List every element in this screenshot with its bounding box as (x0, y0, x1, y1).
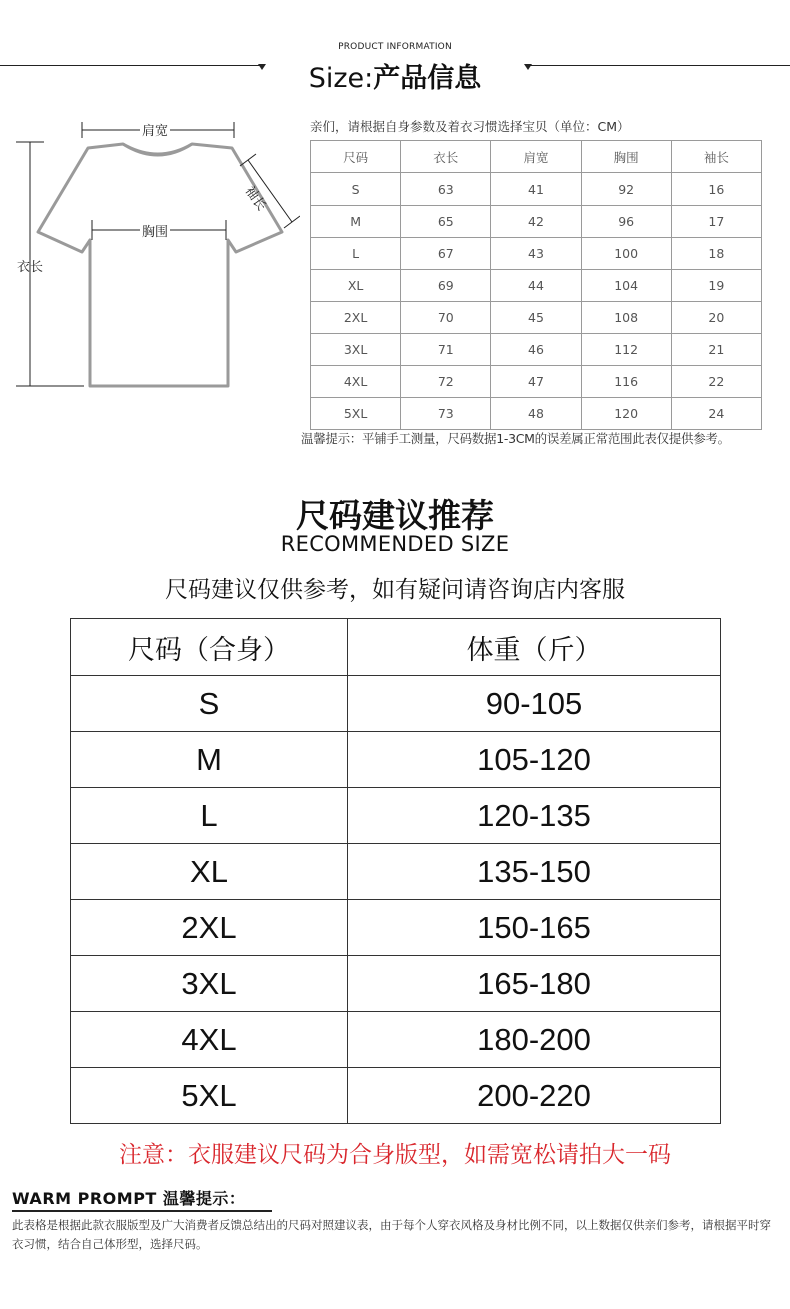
table-cell: XL (311, 270, 401, 302)
table-cell: 48 (491, 398, 581, 430)
table-cell: 3XL (311, 334, 401, 366)
recommend-table-header: 尺码（合身） (71, 619, 348, 676)
table-cell: 4XL (71, 1012, 348, 1068)
table-row (311, 302, 762, 334)
size-table-header-row (311, 141, 762, 173)
size-table-header: 袖长 (671, 141, 761, 173)
table-row (311, 366, 762, 398)
table-cell: 19 (671, 270, 761, 302)
table-cell: 92 (581, 173, 671, 206)
table-cell: XL (71, 844, 348, 900)
recommend-table-header: 体重（斤） (348, 619, 721, 676)
page-title-cn: 产品信息 (373, 63, 482, 94)
size-table (310, 140, 762, 430)
table-cell: L (311, 238, 401, 270)
sleeve-label: 袖长 (241, 183, 269, 214)
table-cell: 90-105 (348, 676, 721, 732)
table-cell: 73 (401, 398, 491, 430)
table-cell: 44 (491, 270, 581, 302)
table-cell: S (71, 676, 348, 732)
table-cell: L (71, 788, 348, 844)
table-row (311, 270, 762, 302)
table-cell: 63 (401, 173, 491, 206)
table-row (311, 398, 762, 430)
table-row (71, 676, 721, 732)
shoulder-label: 肩宽 (140, 120, 170, 139)
table-cell: 108 (581, 302, 671, 334)
page-title-en: Size: (308, 63, 374, 94)
table-row (71, 788, 721, 844)
table-cell: 5XL (311, 398, 401, 430)
table-cell: 67 (401, 238, 491, 270)
table-cell: 16 (671, 173, 761, 206)
table-cell: 71 (401, 334, 491, 366)
table-cell: 112 (581, 334, 671, 366)
size-table-header: 衣长 (401, 141, 491, 173)
table-cell: 22 (671, 366, 761, 398)
table-row (71, 1068, 721, 1124)
table-cell: 46 (491, 334, 581, 366)
table-cell: 41 (491, 173, 581, 206)
table-row (311, 334, 762, 366)
table-cell: M (311, 206, 401, 238)
table-cell: 96 (581, 206, 671, 238)
table-row (311, 238, 762, 270)
recommend-subtitle: RECOMMENDED SIZE (280, 532, 510, 556)
table-cell: S (311, 173, 401, 206)
table-cell: 150-165 (348, 900, 721, 956)
table-cell: 18 (671, 238, 761, 270)
table-cell: 104 (581, 270, 671, 302)
table-cell: 17 (671, 206, 761, 238)
tshirt-outline (38, 144, 282, 386)
size-table-header: 胸围 (581, 141, 671, 173)
chest-label: 胸围 (140, 221, 170, 240)
warm-prompt-title: WARM PROMPT 温馨提示： (12, 1189, 246, 1208)
table-cell: M (71, 732, 348, 788)
size-table-intro: 亲们，请根据自身参数及着衣习惯选择宝贝（单位：CM） (310, 119, 630, 134)
table-cell: 120-135 (348, 788, 721, 844)
recommend-description: 尺码建议仅供参考，如有疑问请咨询店内客服 (165, 577, 625, 603)
measurement-note: 温馨提示：平铺手工测量，尺码数据1-3CM的误差属正常范围此表仅提供参考。 (301, 431, 730, 446)
table-cell: 2XL (311, 302, 401, 334)
size-table-header: 尺码 (311, 141, 401, 173)
table-cell: 65 (401, 206, 491, 238)
table-cell: 116 (581, 366, 671, 398)
table-cell: 21 (671, 334, 761, 366)
table-cell: 3XL (71, 956, 348, 1012)
table-cell: 72 (401, 366, 491, 398)
recommend-title: 尺码建议推荐 (296, 496, 494, 535)
table-cell: 4XL (311, 366, 401, 398)
table-cell: 69 (401, 270, 491, 302)
length-label: 衣长 (17, 260, 44, 275)
table-row (71, 844, 721, 900)
table-cell: 2XL (71, 900, 348, 956)
table-cell: 120 (581, 398, 671, 430)
page-title (0, 56, 790, 95)
table-cell: 70 (401, 302, 491, 334)
table-cell: 105-120 (348, 732, 721, 788)
table-cell: 24 (671, 398, 761, 430)
table-cell: 20 (671, 302, 761, 334)
table-cell: 47 (491, 366, 581, 398)
table-cell: 135-150 (348, 844, 721, 900)
recommend-table-header-row (71, 619, 721, 676)
size-table-header: 肩宽 (491, 141, 581, 173)
table-row (311, 206, 762, 238)
table-cell: 165-180 (348, 956, 721, 1012)
table-cell: 100 (581, 238, 671, 270)
table-cell: 43 (491, 238, 581, 270)
recommend-table (70, 618, 721, 1124)
table-cell: 200-220 (348, 1068, 721, 1124)
table-row (71, 732, 721, 788)
table-row (311, 173, 762, 206)
table-row (71, 900, 721, 956)
tshirt-measurement-diagram (0, 110, 300, 400)
table-cell: 5XL (71, 1068, 348, 1124)
product-information-label: PRODUCT INFORMATION (338, 42, 452, 52)
table-cell: 180-200 (348, 1012, 721, 1068)
warm-prompt-underline (12, 1210, 272, 1212)
fit-warning-note: 注意：衣服建议尺码为合身版型，如需宽松请拍大一码 (119, 1142, 671, 1168)
table-row (71, 1012, 721, 1068)
table-cell: 42 (491, 206, 581, 238)
table-row (71, 956, 721, 1012)
warm-prompt-text: 此表格是根据此款衣服版型及广大消费者反馈总结出的尺码对照建议表，由于每个人穿衣风格及身材比例不同，以上数据仅供亲们参考，请根据平时穿衣习惯，结合自己体形型，选择尺码。 (12, 1218, 771, 1251)
table-cell: 45 (491, 302, 581, 334)
